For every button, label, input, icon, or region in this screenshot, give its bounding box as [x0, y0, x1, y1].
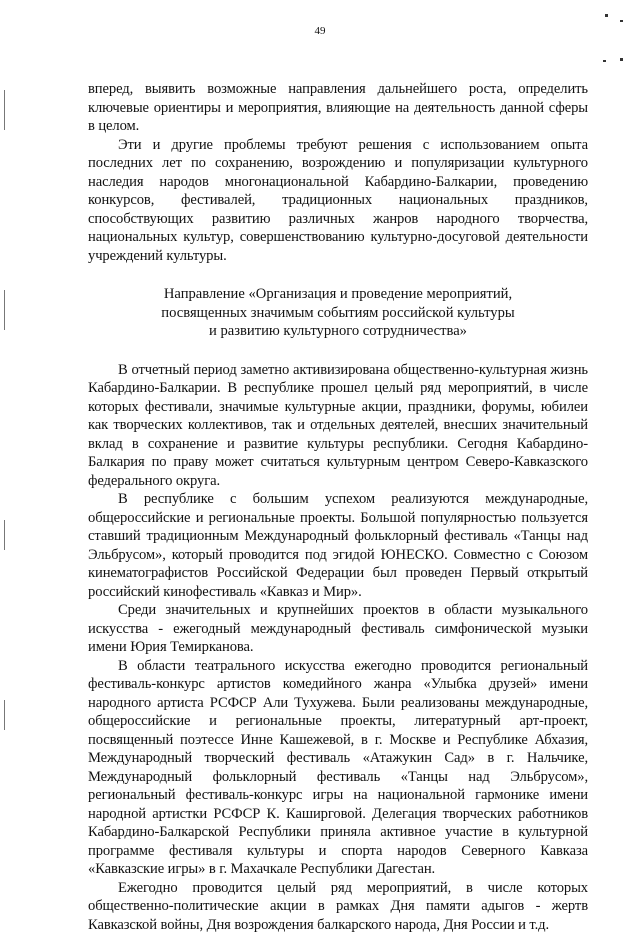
- paragraph: вперед, выявить возможные направления дальнейшего роста, определить ключевые ориентиры и мероприятия, влияющие на деятельность данной сферы в целом.: [88, 80, 588, 136]
- page-number: 49: [0, 25, 640, 37]
- section-heading-line: и развитию культурного сотрудничества»: [88, 322, 588, 341]
- scan-mark: [603, 60, 606, 62]
- paragraph: В области театрального искусства ежегодно проводится региональный фестиваль-конкурс артистов комедийного жанра «Улыбка друзей» имени народного артиста РСФСР Али Тухужева. Были реализованы международные, общероссийские и региональные проекты, литературный арт-проект, посвященный поэтессе Инне Кашежевой, в г. Москве и Республике Абхазия, Международный творческий фестиваль «Атажукин Сад» в г. Нальчике, Международный фольклорный фестиваль «Танцы над Эльбрусом», региональный фестиваль-конкурс игры на национальной гармонике имени народной артистки РСФСР К. Каширговой. Делегация творческих работников Кабардино-Балкарской Республики приняла активное участие в культурной программе фестиваля культуры и спорта народов Северного Кавказа «Кавказские игры» в г. Махачкале Республики Дагестан.: [88, 657, 588, 879]
- section-heading: [88, 285, 588, 341]
- page-content: [88, 80, 588, 934]
- margin-line: [4, 290, 5, 330]
- margin-line: [4, 520, 5, 550]
- paragraph: В республике с большим успехом реализуются международные, общероссийские и региональные проекты. Большой популярностью пользуется ставший традиционным Международный фольклорный фестиваль «Танцы над Эльбрусом», который проводится под эгидой ЮНЕСКО. Совместно с Союзом кинематографистов Российской Федерации был проведен Первый открытый российский кинофестиваль «Кавказ и Мир».: [88, 490, 588, 601]
- margin-line: [4, 90, 5, 130]
- section-heading-line: Направление «Организация и проведение мероприятий,: [88, 285, 588, 304]
- scan-mark: [605, 14, 608, 17]
- margin-line: [4, 700, 5, 730]
- scan-mark: [620, 20, 623, 22]
- paragraph: Эти и другие проблемы требуют решения с использованием опыта последних лет по сохранению, возрождению и популяризации культурного наследия народов многонациональной Кабардино-Балкарии, проведению конкурсов, фестивалей, традиционных национальных праздников, способствующих развитию различных жанров народного творчества, национальных культур, совершенствованию культурно-досуговой деятельности учреждений культуры.: [88, 136, 588, 266]
- scan-mark: [620, 58, 623, 61]
- paragraph: В отчетный период заметно активизирована общественно-культурная жизнь Кабардино-Балкарии. В республике прошел целый ряд мероприятий, в числе которых фестивали, значимые культурные акции, праздники, форумы, юбилеи как творческих коллективов, так и отдельных деятелей, внесших значительный вклад в сохранение и развитие культуры республики. Сегодня Кабардино-Балкария по праву может считаться культурным центром Северо-Кавказского федерального округа.: [88, 361, 588, 491]
- section-heading-line: посвященных значимым событиям российской культуры: [88, 304, 588, 323]
- paragraph: Ежегодно проводится целый ряд мероприятий, в числе которых общественно-политические акции в рамках Дня памяти адыгов - жертв Кавказской войны, Дня возрождения балкарского народа, Дня России и т.д.: [88, 879, 588, 934]
- paragraph: Среди значительных и крупнейших проектов в области музыкального искусства - ежегодный международный фестиваль симфонической музыки имени Юрия Темирканова.: [88, 601, 588, 657]
